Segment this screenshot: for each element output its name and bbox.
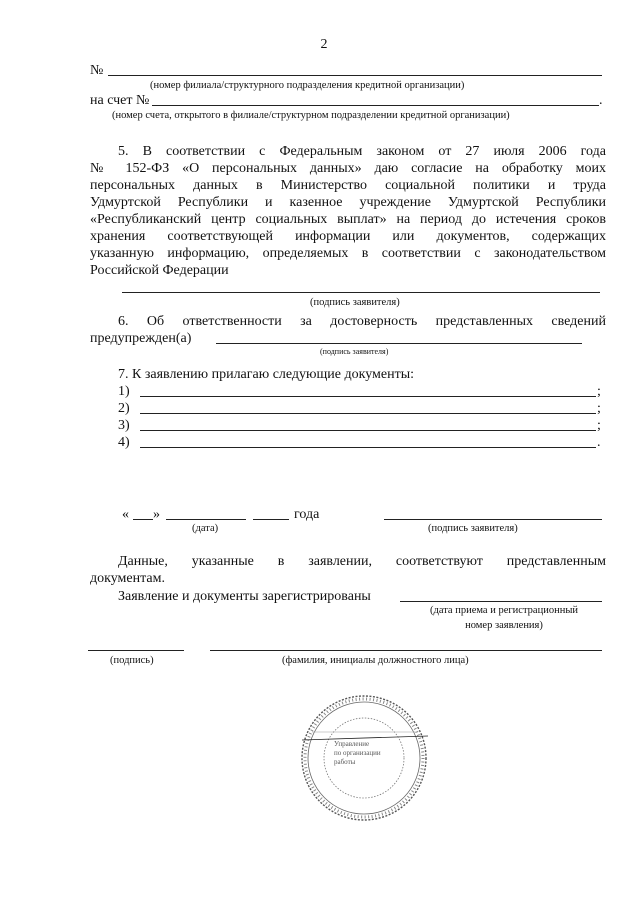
consent-paragraph (90, 143, 606, 279)
seal-line: по организации (334, 749, 381, 757)
consent-line: Удмуртской Республики и казенное учреждение Удмуртской Республики (90, 195, 606, 210)
consent-line: указанную информацию, определяемых в соответствии с законодательством (90, 246, 606, 261)
consent-line: 5. В соответствии с Федеральным законом от 27 июля 2006 года (118, 144, 606, 159)
registration-label: Заявление и документы зарегистрированы (118, 589, 371, 604)
registration-caption-1: (дата приема и регистрационный (429, 605, 578, 616)
consent-line: № 152-ФЗ «О персональных данных» даю согласие на обработку моих (90, 161, 606, 176)
account-number-line (152, 105, 599, 106)
account-label: на счет № (90, 93, 150, 108)
seal-line: работы (334, 758, 356, 766)
warned-signature-caption: (подпись заявителя) (320, 347, 389, 356)
account-end-mark: . (599, 93, 603, 108)
warned-label: предупрежден(а) (90, 331, 192, 346)
responsibility-line: 6. Об ответственности за достоверность представленных сведений (118, 314, 606, 329)
attachment-end: ; (597, 401, 601, 416)
conformity-line: документам. (90, 571, 165, 586)
conformity-line: Данные, указанные в заявлении, соответствуют представленным (118, 554, 606, 569)
attachment-number: 1) (118, 384, 130, 399)
official-signature-caption: (подпись) (110, 655, 154, 666)
attachments-title: 7. К заявлению прилагаю следующие документы: (118, 367, 415, 382)
consent-signature-caption: (подпись заявителя) (310, 297, 400, 308)
consent-line: Российской Федерации (90, 263, 229, 278)
applicant-signature-line[interactable] (384, 519, 602, 520)
attachment-end: ; (597, 384, 601, 399)
attachment-line[interactable] (140, 396, 596, 397)
seal-line: Управление (334, 740, 370, 748)
date-month-line[interactable] (166, 519, 246, 520)
registration-line[interactable] (400, 601, 602, 602)
date-close-quote: » (153, 507, 160, 522)
consent-line: хранения соответствующей информации или документов, содержащих (90, 229, 606, 244)
official-signature-line[interactable] (88, 650, 184, 651)
official-name-line[interactable] (210, 650, 602, 651)
branch-caption: (номер филиала/структурного подразделения кредитной организации) (150, 80, 465, 91)
attachment-number: 3) (118, 418, 130, 433)
attachment-end: ; (597, 418, 601, 433)
date-caption: (дата) (192, 523, 219, 534)
consent-line: «Республиканский центр социальных выплат» на период до истечения сроков (90, 212, 606, 227)
conformity-paragraph (90, 553, 606, 570)
attachment-number: 4) (118, 435, 130, 450)
official-name-caption: (фамилия, инициалы должностного лица) (282, 655, 469, 666)
date-open-quote: « (122, 507, 129, 522)
branch-number-line (108, 75, 602, 76)
attachment-end: . (597, 435, 601, 450)
consent-line: персональных данных в Министерство социальной политики и труда (90, 178, 606, 193)
page-number: 2 (320, 37, 328, 52)
date-year-line[interactable] (253, 519, 289, 520)
branch-number-sign: № (90, 63, 104, 78)
attachment-line[interactable] (140, 430, 596, 431)
responsibility-paragraph (90, 313, 606, 330)
registration-caption-2: номер заявления) (465, 620, 543, 631)
attachment-line[interactable] (140, 413, 596, 414)
applicant-signature-caption: (подпись заявителя) (428, 523, 518, 534)
official-seal (298, 692, 430, 824)
date-day-line[interactable] (133, 519, 153, 520)
seal-inner-text (334, 740, 381, 767)
warned-signature-line (216, 343, 582, 344)
attachment-line[interactable] (140, 447, 596, 448)
consent-signature-line (122, 292, 600, 293)
date-year-word: года (294, 507, 320, 522)
attachment-number: 2) (118, 401, 130, 416)
account-caption: (номер счета, открытого в филиале/структурном подразделении кредитной организации) (112, 110, 510, 121)
